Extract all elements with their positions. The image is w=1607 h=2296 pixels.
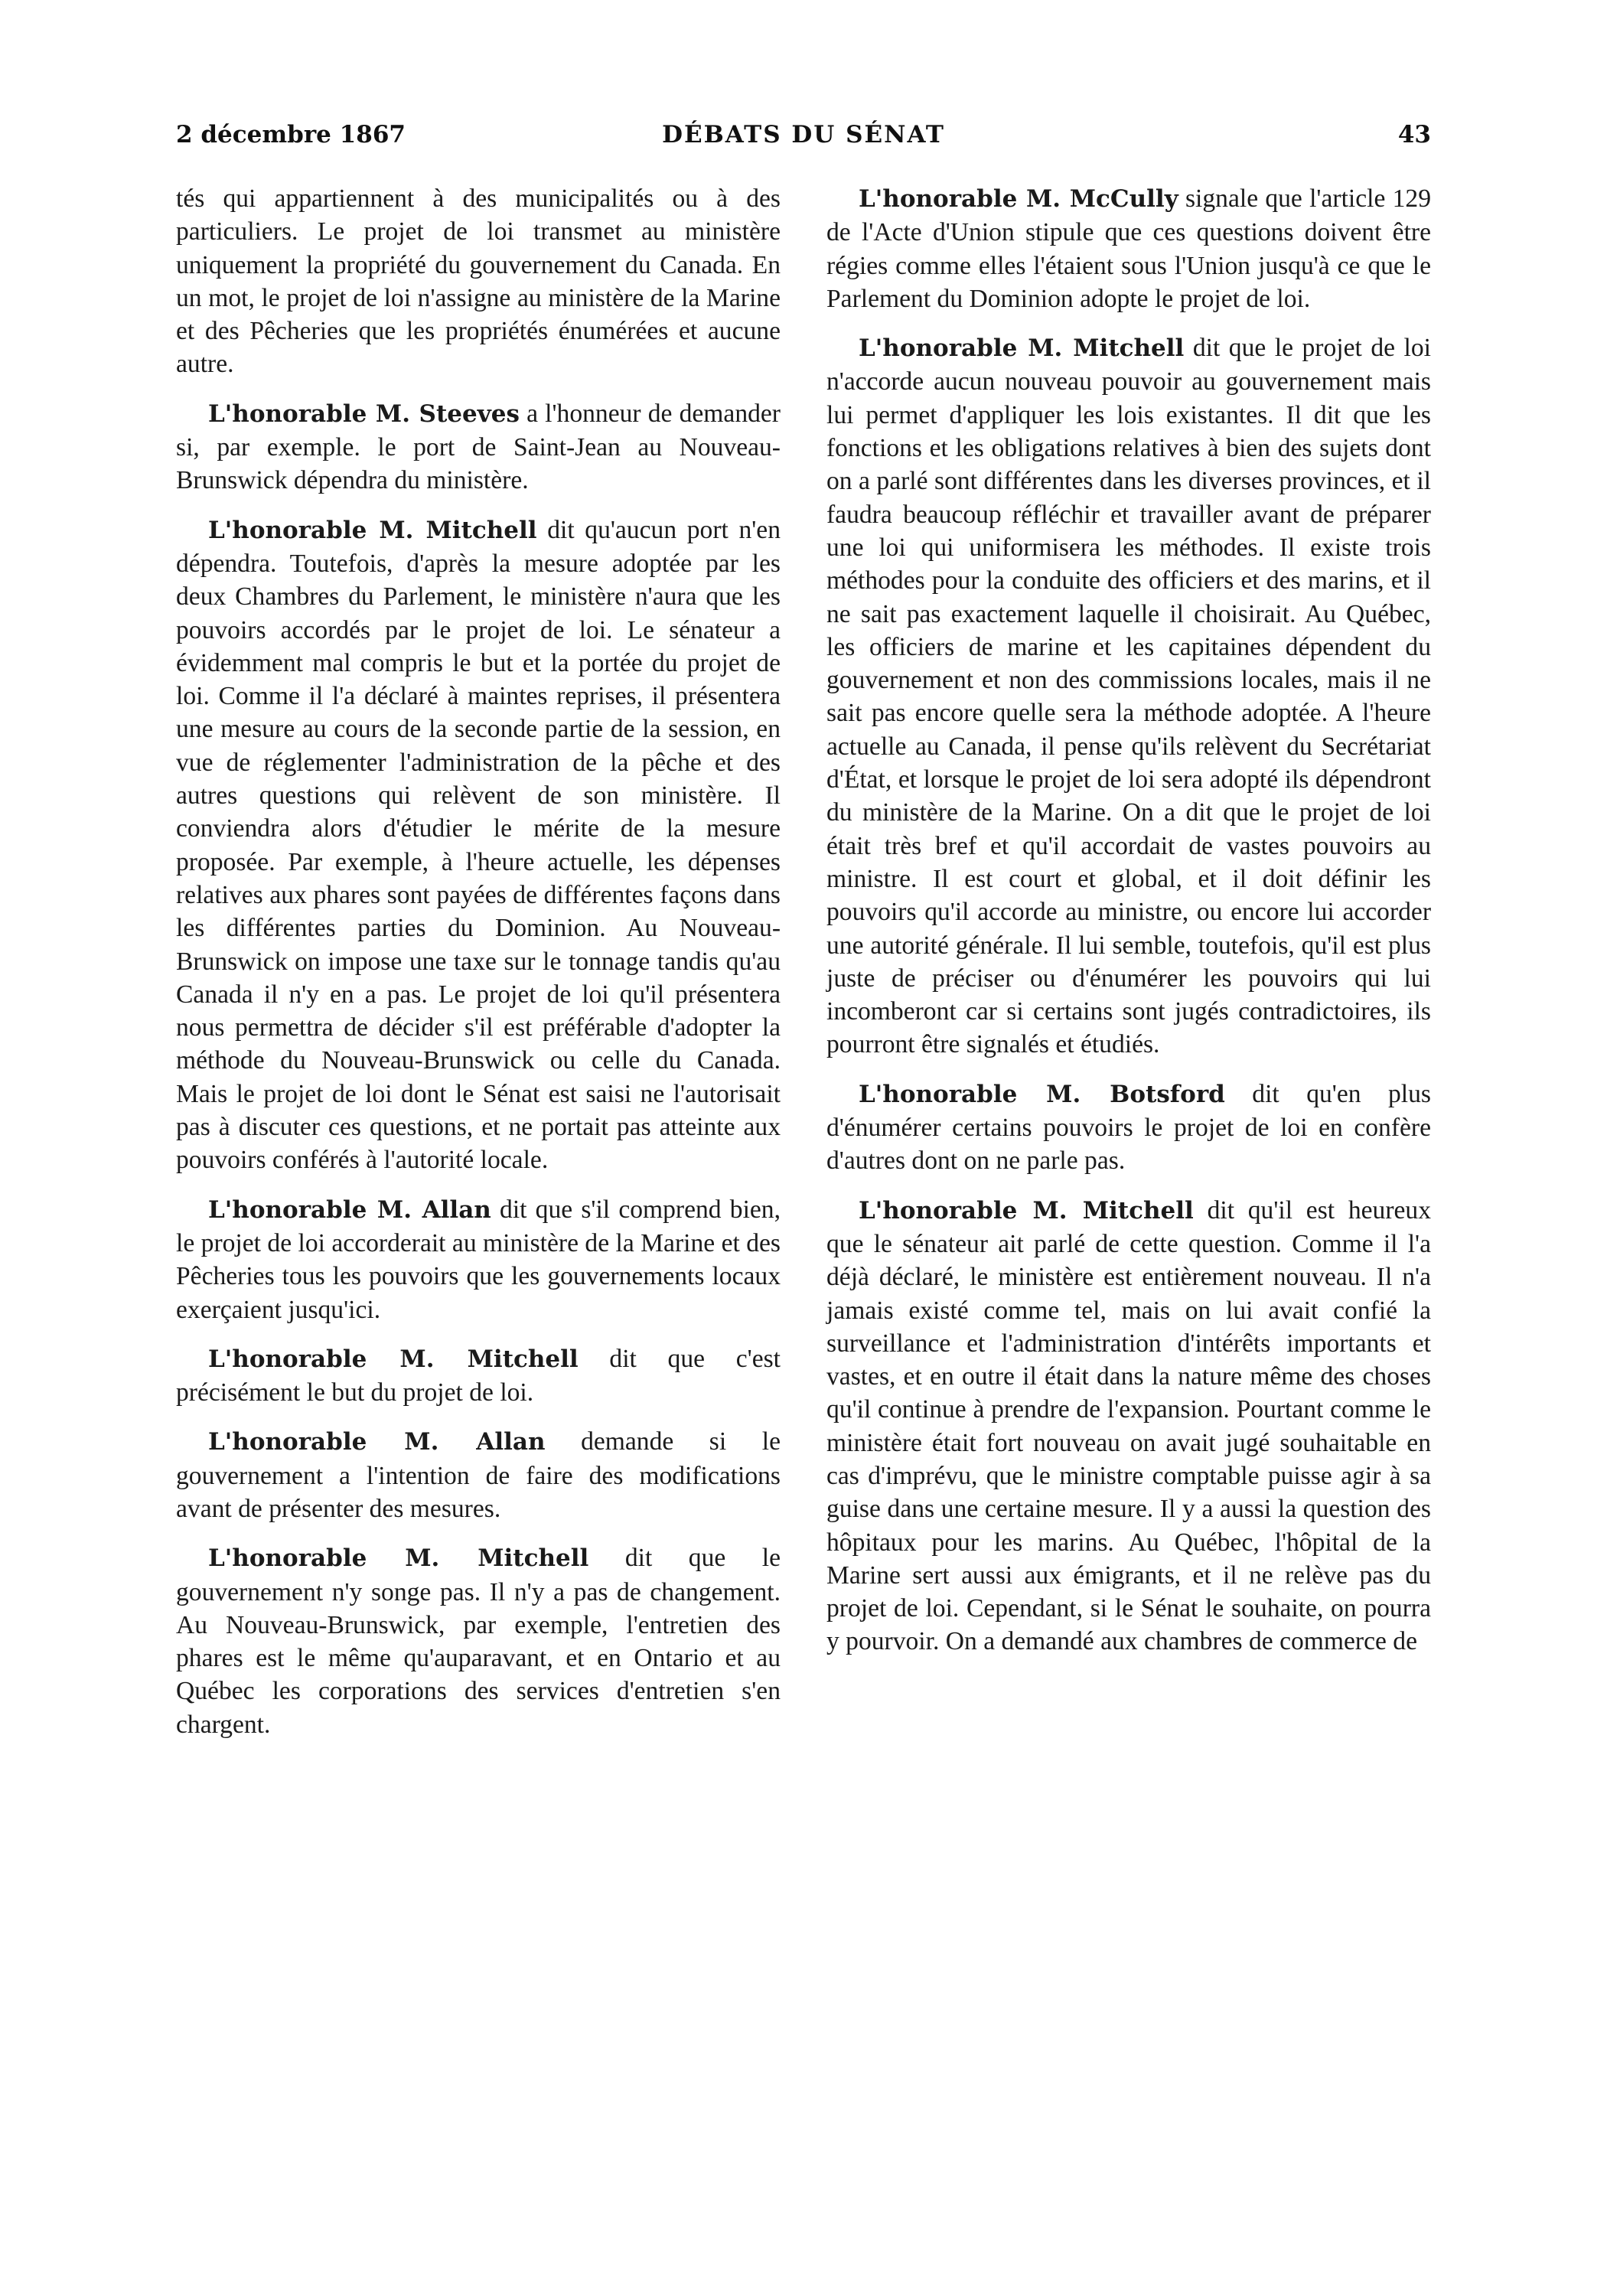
speaker-name: L'honorable M. Allan	[208, 1195, 491, 1224]
paragraph	[826, 331, 1431, 1062]
speaker-name: L'honorable M. Mitchell	[208, 1544, 589, 1573]
paragraph	[176, 397, 781, 497]
paragraph	[176, 1541, 781, 1741]
paragraph-text: demande si le gouvernement a l'intention de faire des modifications avant de présenter des mesures.	[176, 1427, 781, 1523]
speaker-name: L'honorable M. Mitchell	[208, 1345, 579, 1373]
paragraph-text: a l'honneur de demander si, par exemple. le port de Saint-Jean au Nouveau-Brunswick dépendra du ministère.	[176, 399, 781, 495]
left-column	[176, 182, 781, 1757]
speaker-name: L'honorable M. Steeves	[208, 400, 520, 428]
paragraph	[826, 1194, 1431, 1658]
page-number: 43	[1397, 121, 1431, 148]
speaker-name: L'honorable M. Mitchell	[208, 516, 537, 544]
paragraph-text: dit que c'est précisément le but du projet de loi.	[176, 1344, 781, 1407]
speaker-name: L'honorable M. Allan	[208, 1428, 546, 1456]
paragraph-text: dit qu'il est heureux que le sénateur ait parlé de cette question. Comme il l'a déjà déclaré, le ministère est entièrement nouveau. Il n'a jamais existé comme tel, mais on lui avait confié la surveillance et l'administration d'intérêts importants et vastes, et en outre il était dans la nature même des choses qu'il continue à prendre de l'expansion. Pourtant comme le ministère était fort nouveau on avait jugé souhaitable en cas d'imprévu, que le ministre comptable puisse agir à sa guise dans une certaine mesure. Il y a aussi la question des hôpitaux pour les marins. Au Québec, l'hôpital de la Marine sert aussi aux émigrants, et il ne relève pas du projet de loi. Cependant, si le Sénat le souhaite, on pourra y pourvoir. On a demandé aux chambres de commerce de	[826, 1195, 1432, 1656]
paragraph	[176, 182, 781, 381]
speaker-name: L'honorable M. Mitchell	[859, 1196, 1194, 1225]
paragraph-text: dit qu'aucun port n'en dépendra. Toutefois, d'après la mesure adoptée par les deux Chambres du Parlement, le ministère n'aura que les pouvoirs accordés par le projet de loi. Le sénateur a évidemment mal compris le but et la portée du projet de loi. Comme il l'a déclaré à maintes reprises, il présentera une mesure au cours de la seconde partie de la session, en vue de réglementer l'administration de la pêche et des autres questions qui relèvent de son ministère. Il conviendra alors d'étudier le mérite de la mesure proposée. Par exemple, à l'heure actuelle, les dépenses relatives aux phares sont payées de différentes façons dans les différentes parties du Dominion. Au Nouveau-Brunswick on impose une taxe sur le tonnage tandis qu'au Canada il n'y en a pas. Le projet de loi qu'il présentera nous permettra de décider s'il est préférable d'adopter la méthode du Nouveau-Brunswick ou celle du Canada. Mais le projet de loi dont le Sénat est saisi ne l'autorisait pas à discuter ces questions, et ne portait pas atteinte aux pouvoirs conférés à l'autorité locale.	[176, 515, 781, 1175]
speaker-name: L'honorable M. Botsford	[859, 1080, 1225, 1108]
speaker-name: L'honorable M. McCully	[859, 185, 1178, 213]
paragraph	[176, 1342, 781, 1410]
header-title: DÉBATS DU SÉNAT	[662, 121, 945, 148]
paragraph	[826, 182, 1431, 315]
page-header	[176, 121, 1431, 159]
paragraph	[176, 1425, 781, 1525]
paragraph-text: dit que le gouvernement n'y songe pas. Il n'y a pas de changement. Au Nouveau-Brunswick, par exemple, l'entretien des phares est le même qu'auparavant, et en Ontario et au Québec les corporations des services d'entretien s'en chargent.	[176, 1544, 781, 1739]
paragraph	[176, 514, 781, 1177]
paragraph	[826, 1078, 1431, 1178]
paragraph-text: dit que le projet de loi n'accorde aucun nouveau pouvoir au gouvernement mais lui permet d'appliquer les lois existantes. Il dit que les fonctions et les obligations relatives à bien des sujets dont on a parlé sont différentes dans les diverses provinces, et il faudra beaucoup réfléchir et travailler avant de préparer une loi qui uniformisera les méthodes. Il existe trois méthodes pour la conduite des officiers et des marins, et il ne sait pas exactement laquelle il choisirait. Au Québec, les officiers de marine et les capitaines dépendent du gouvernement et non des commissions locales, mais il ne sait pas encore quelle sera la méthode adoptée. A l'heure actuelle au Canada, il pense qu'ils relèvent du Secrétariat d'État, et lorsque le projet de loi sera adopté ils dépendront du ministère de la Marine. On a dit que le projet de loi était très bref et qu'il accordait de vastes pouvoirs au ministre. Il est court et global, et il doit définir les pouvoirs qu'il accorde au ministre, ou encore lui accorder une autorité générale. Il lui semble, toutefois, qu'il est plus juste de préciser ou d'énumérer les pouvoirs qui lui incomberont car si certains sont jugés contradictoires, ils pourront être signalés et étudiés.	[826, 334, 1431, 1059]
paragraph	[176, 1193, 781, 1326]
speaker-name: L'honorable M. Mitchell	[859, 334, 1185, 363]
paragraph-text: signale que l'article 129 de l'Acte d'Union stipule que ces questions doivent être régies comme elles l'étaient sous l'Union jusqu'à ce que le Parlement du Dominion adopte le projet de loi.	[826, 184, 1431, 313]
paragraph-text: dit qu'en plus d'énumérer certains pouvoirs le projet de loi en confère d'autres dont on ne parle pas.	[826, 1079, 1431, 1176]
right-column	[826, 182, 1431, 1675]
paragraph-text: tés qui appartiennent à des municipalités ou à des particuliers. Le projet de loi transmet au ministère uniquement la propriété du gouvernement du Canada. En un mot, le projet de loi n'assigne au ministère de la Marine et des Pêcheries que les propriétés énumérées et aucune autre.	[176, 184, 781, 379]
paragraph-text: dit que s'il comprend bien, le projet de loi accorderait au ministère de la Marine et des Pêcheries tous les pouvoirs que les gouvernements locaux exerçaient jusqu'ici.	[176, 1195, 781, 1324]
header-date: 2 décembre 1867	[176, 121, 406, 148]
